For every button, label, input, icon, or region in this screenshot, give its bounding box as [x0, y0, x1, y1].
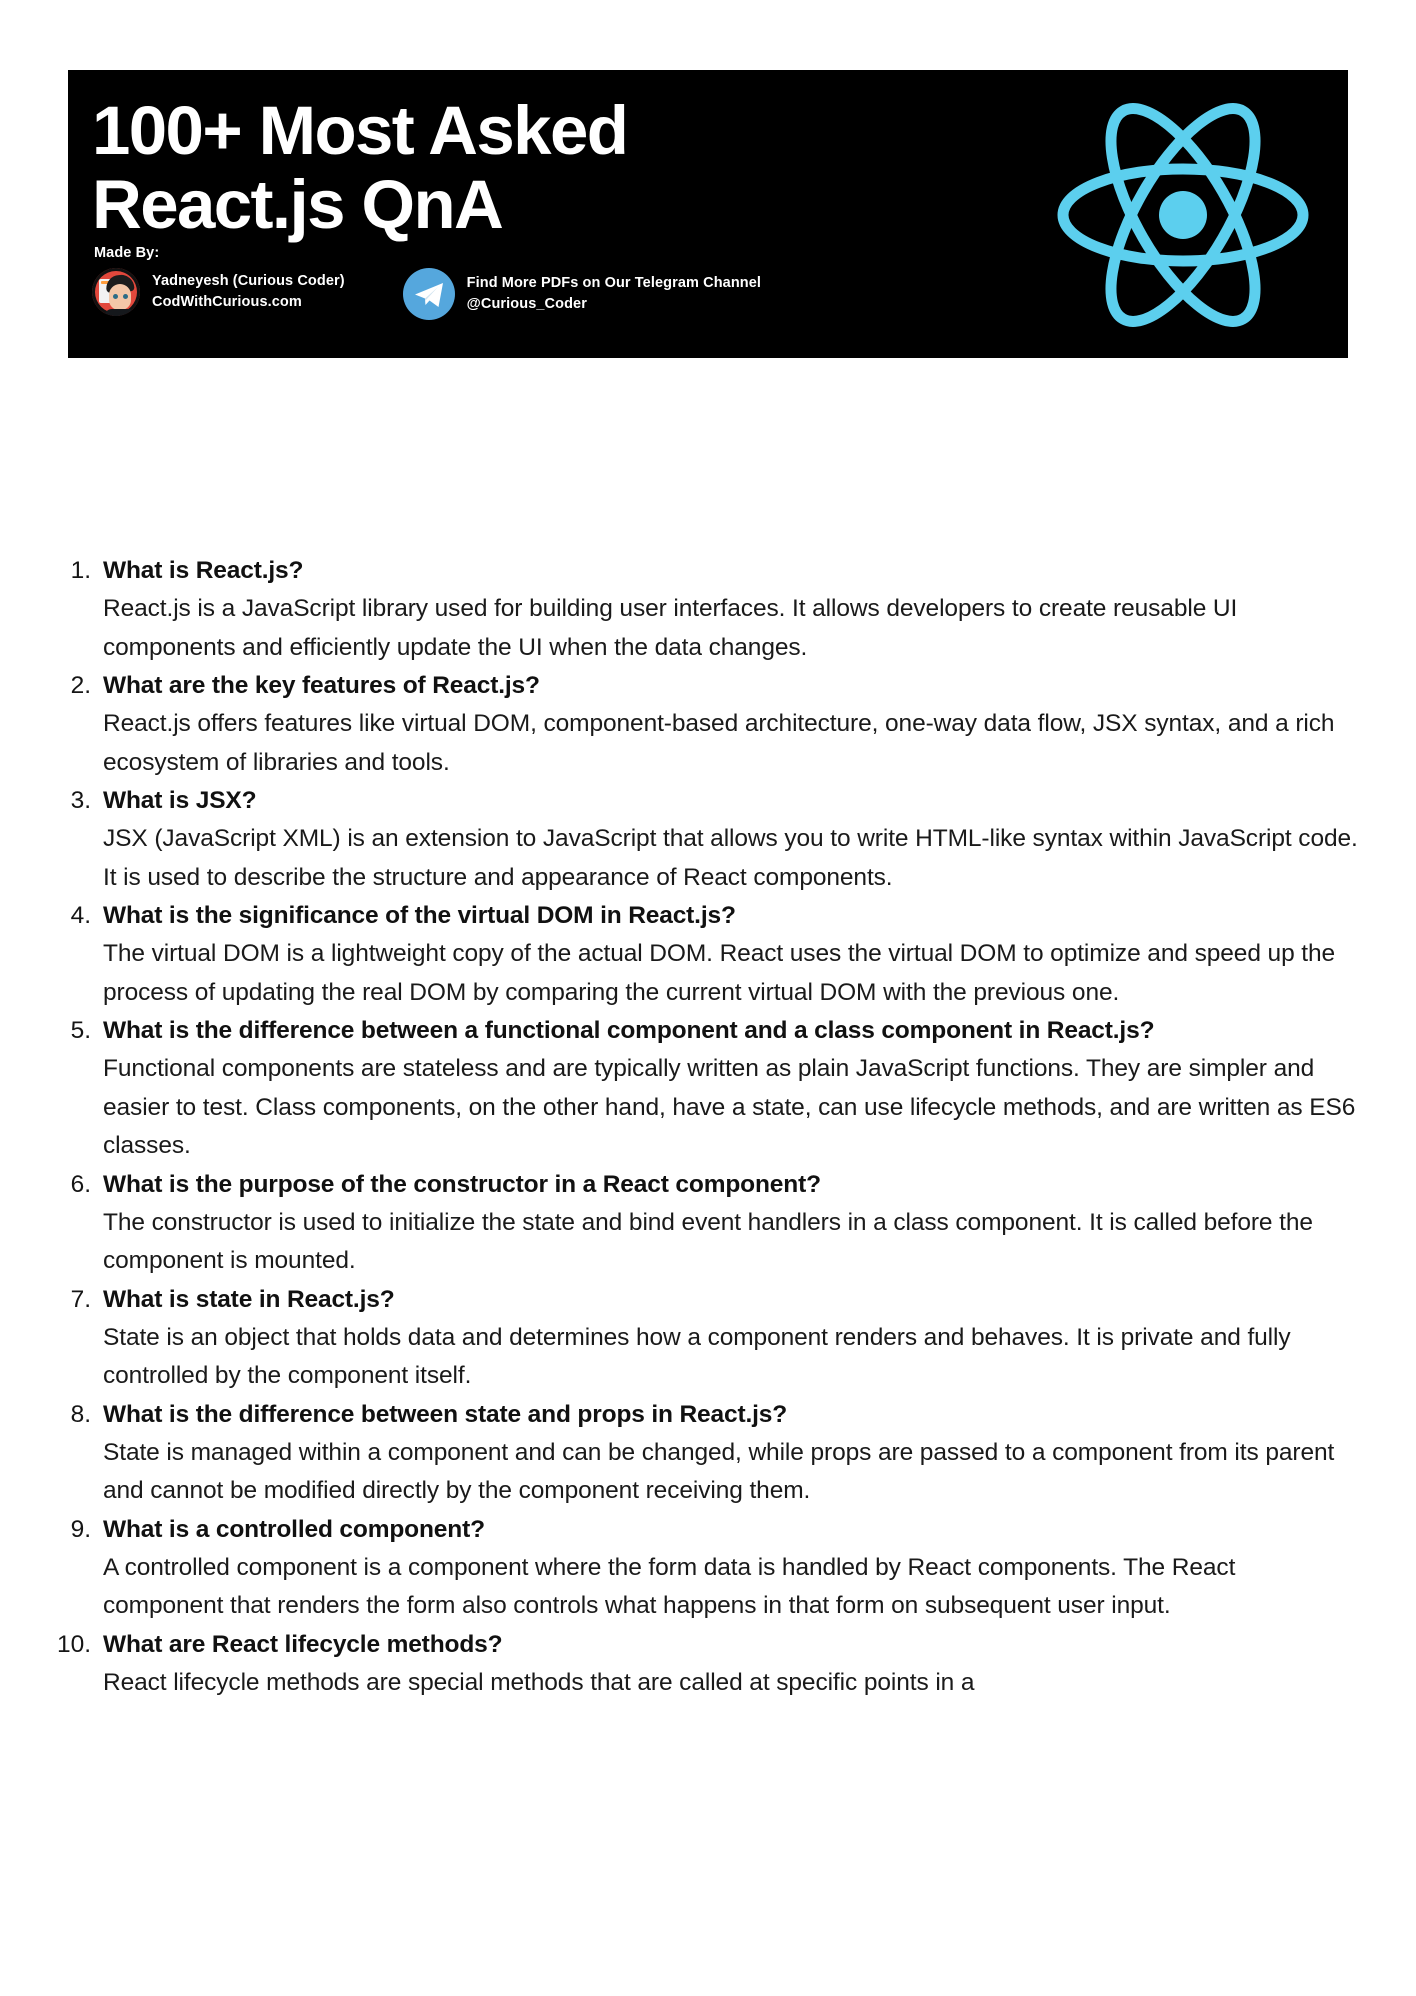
- qna-answer: State is managed within a component and can be changed, while props are passed to a component from its parent and cannot be modified directly by the component receiving them.: [103, 1438, 1335, 1504]
- qna-question: What is state in React.js?: [103, 1285, 395, 1313]
- qna-number: 8.: [70, 1400, 91, 1428]
- qna-item: [56, 1281, 1361, 1396]
- qna-body: [103, 1012, 1361, 1166]
- qna-body: [103, 1511, 1361, 1626]
- qna-answer: JSX (JavaScript XML) is an extension to JavaScript that allows you to write HTML-like syntax within JavaScript code. It is used to describe the structure and appearance of React components.: [103, 825, 1358, 891]
- qna-answer: The constructor is used to initialize the state and bind event handlers in a class component. It is called before the component is mounted.: [103, 1208, 1313, 1274]
- qna-item: [56, 667, 1361, 782]
- qna-body: [103, 552, 1361, 667]
- qna-item: [56, 1626, 1361, 1703]
- qna-body: [103, 782, 1361, 897]
- qna-question: What is the difference between a functional component and a class component in React.js?: [103, 1017, 1155, 1044]
- qna-item: [56, 782, 1361, 897]
- qna-number: 2.: [70, 672, 91, 699]
- qna-body: [103, 667, 1361, 782]
- page-title: 100+ Most Asked React.js QnA: [92, 92, 628, 243]
- telegram-handle: @Curious_Coder: [466, 296, 587, 312]
- qna-item: [56, 1166, 1361, 1281]
- qna-answer: React lifecycle methods are special methods that are called at specific points in a: [103, 1668, 975, 1696]
- qna-body: [103, 1626, 1361, 1703]
- qna-question: What are React lifecycle methods?: [103, 1630, 503, 1658]
- telegram-text: [467, 273, 761, 315]
- qna-question: What is the significance of the virtual DOM in React.js?: [103, 902, 736, 929]
- qna-number: 4.: [70, 902, 91, 929]
- author-credit: [92, 268, 345, 316]
- qna-body: [103, 1396, 1361, 1511]
- qna-answer: React.js is a JavaScript library used for building user interfaces. It allows developers to create reusable UI components and efficiently update the UI when the data changes.: [103, 595, 1238, 661]
- header-content: [92, 70, 992, 358]
- qna-number: 9.: [70, 1515, 91, 1543]
- qna-question: What are the key features of React.js?: [103, 672, 540, 699]
- author-website: CodWithCurious.com: [152, 294, 302, 310]
- qna-question: What is JSX?: [103, 787, 257, 814]
- qna-body: [103, 897, 1361, 1012]
- react-logo-icon: [1052, 84, 1314, 346]
- author-name: Yadneyesh (Curious Coder): [152, 273, 345, 289]
- telegram-channel-line: Find More PDFs on Our Telegram Channel: [466, 275, 762, 291]
- qna-number: 7.: [70, 1285, 91, 1313]
- qna-item: [56, 897, 1361, 1012]
- qna-body: [103, 1281, 1361, 1396]
- qna-answer: React.js offers features like virtual DOM, component-based architecture, one-way data flow, JSX syntax, and a rich ecosystem of libraries and tools.: [103, 710, 1335, 776]
- qna-number: 6.: [70, 1170, 91, 1198]
- qna-list: [56, 552, 1361, 1702]
- qna-question: What is React.js?: [103, 557, 304, 584]
- credits-row: [92, 268, 761, 320]
- author-text: [152, 271, 345, 313]
- qna-number: 5.: [70, 1017, 91, 1044]
- qna-answer: State is an object that holds data and determines how a component renders and behaves. It is private and fully controlled by the component itself.: [103, 1323, 1291, 1389]
- qna-answer: A controlled component is a component where the form data is handled by React components. The React component that renders the form also controls what happens in that form on subsequent user input.: [103, 1553, 1236, 1619]
- made-by-label: Made By:: [94, 245, 160, 261]
- header-banner: [68, 70, 1348, 358]
- qna-question: What is the purpose of the constructor in a React component?: [103, 1170, 821, 1198]
- avatar-icon: [92, 268, 140, 316]
- qna-number: 10.: [56, 1630, 91, 1658]
- qna-item: [56, 1012, 1361, 1166]
- qna-body: [103, 1166, 1361, 1281]
- qna-answer: The virtual DOM is a lightweight copy of the actual DOM. React uses the virtual DOM to optimize and speed up the process of updating the real DOM by comparing the current virtual DOM with the previous one.: [103, 940, 1336, 1006]
- qna-answer: Functional components are stateless and are typically written as plain JavaScript functions. They are simpler and easier to test. Class components, on the other hand, have a state, can use lifecycle methods, and are written as ES6 classes.: [103, 1055, 1356, 1159]
- telegram-icon[interactable]: [403, 268, 455, 320]
- qna-question: What is a controlled component?: [103, 1515, 485, 1543]
- qna-item: [56, 1396, 1361, 1511]
- telegram-credit[interactable]: [403, 268, 761, 320]
- qna-item: [56, 552, 1361, 667]
- qna-item: [56, 1511, 1361, 1626]
- qna-number: 3.: [70, 787, 91, 814]
- qna-number: 1.: [70, 557, 91, 584]
- qna-question: What is the difference between state and props in React.js?: [103, 1400, 788, 1428]
